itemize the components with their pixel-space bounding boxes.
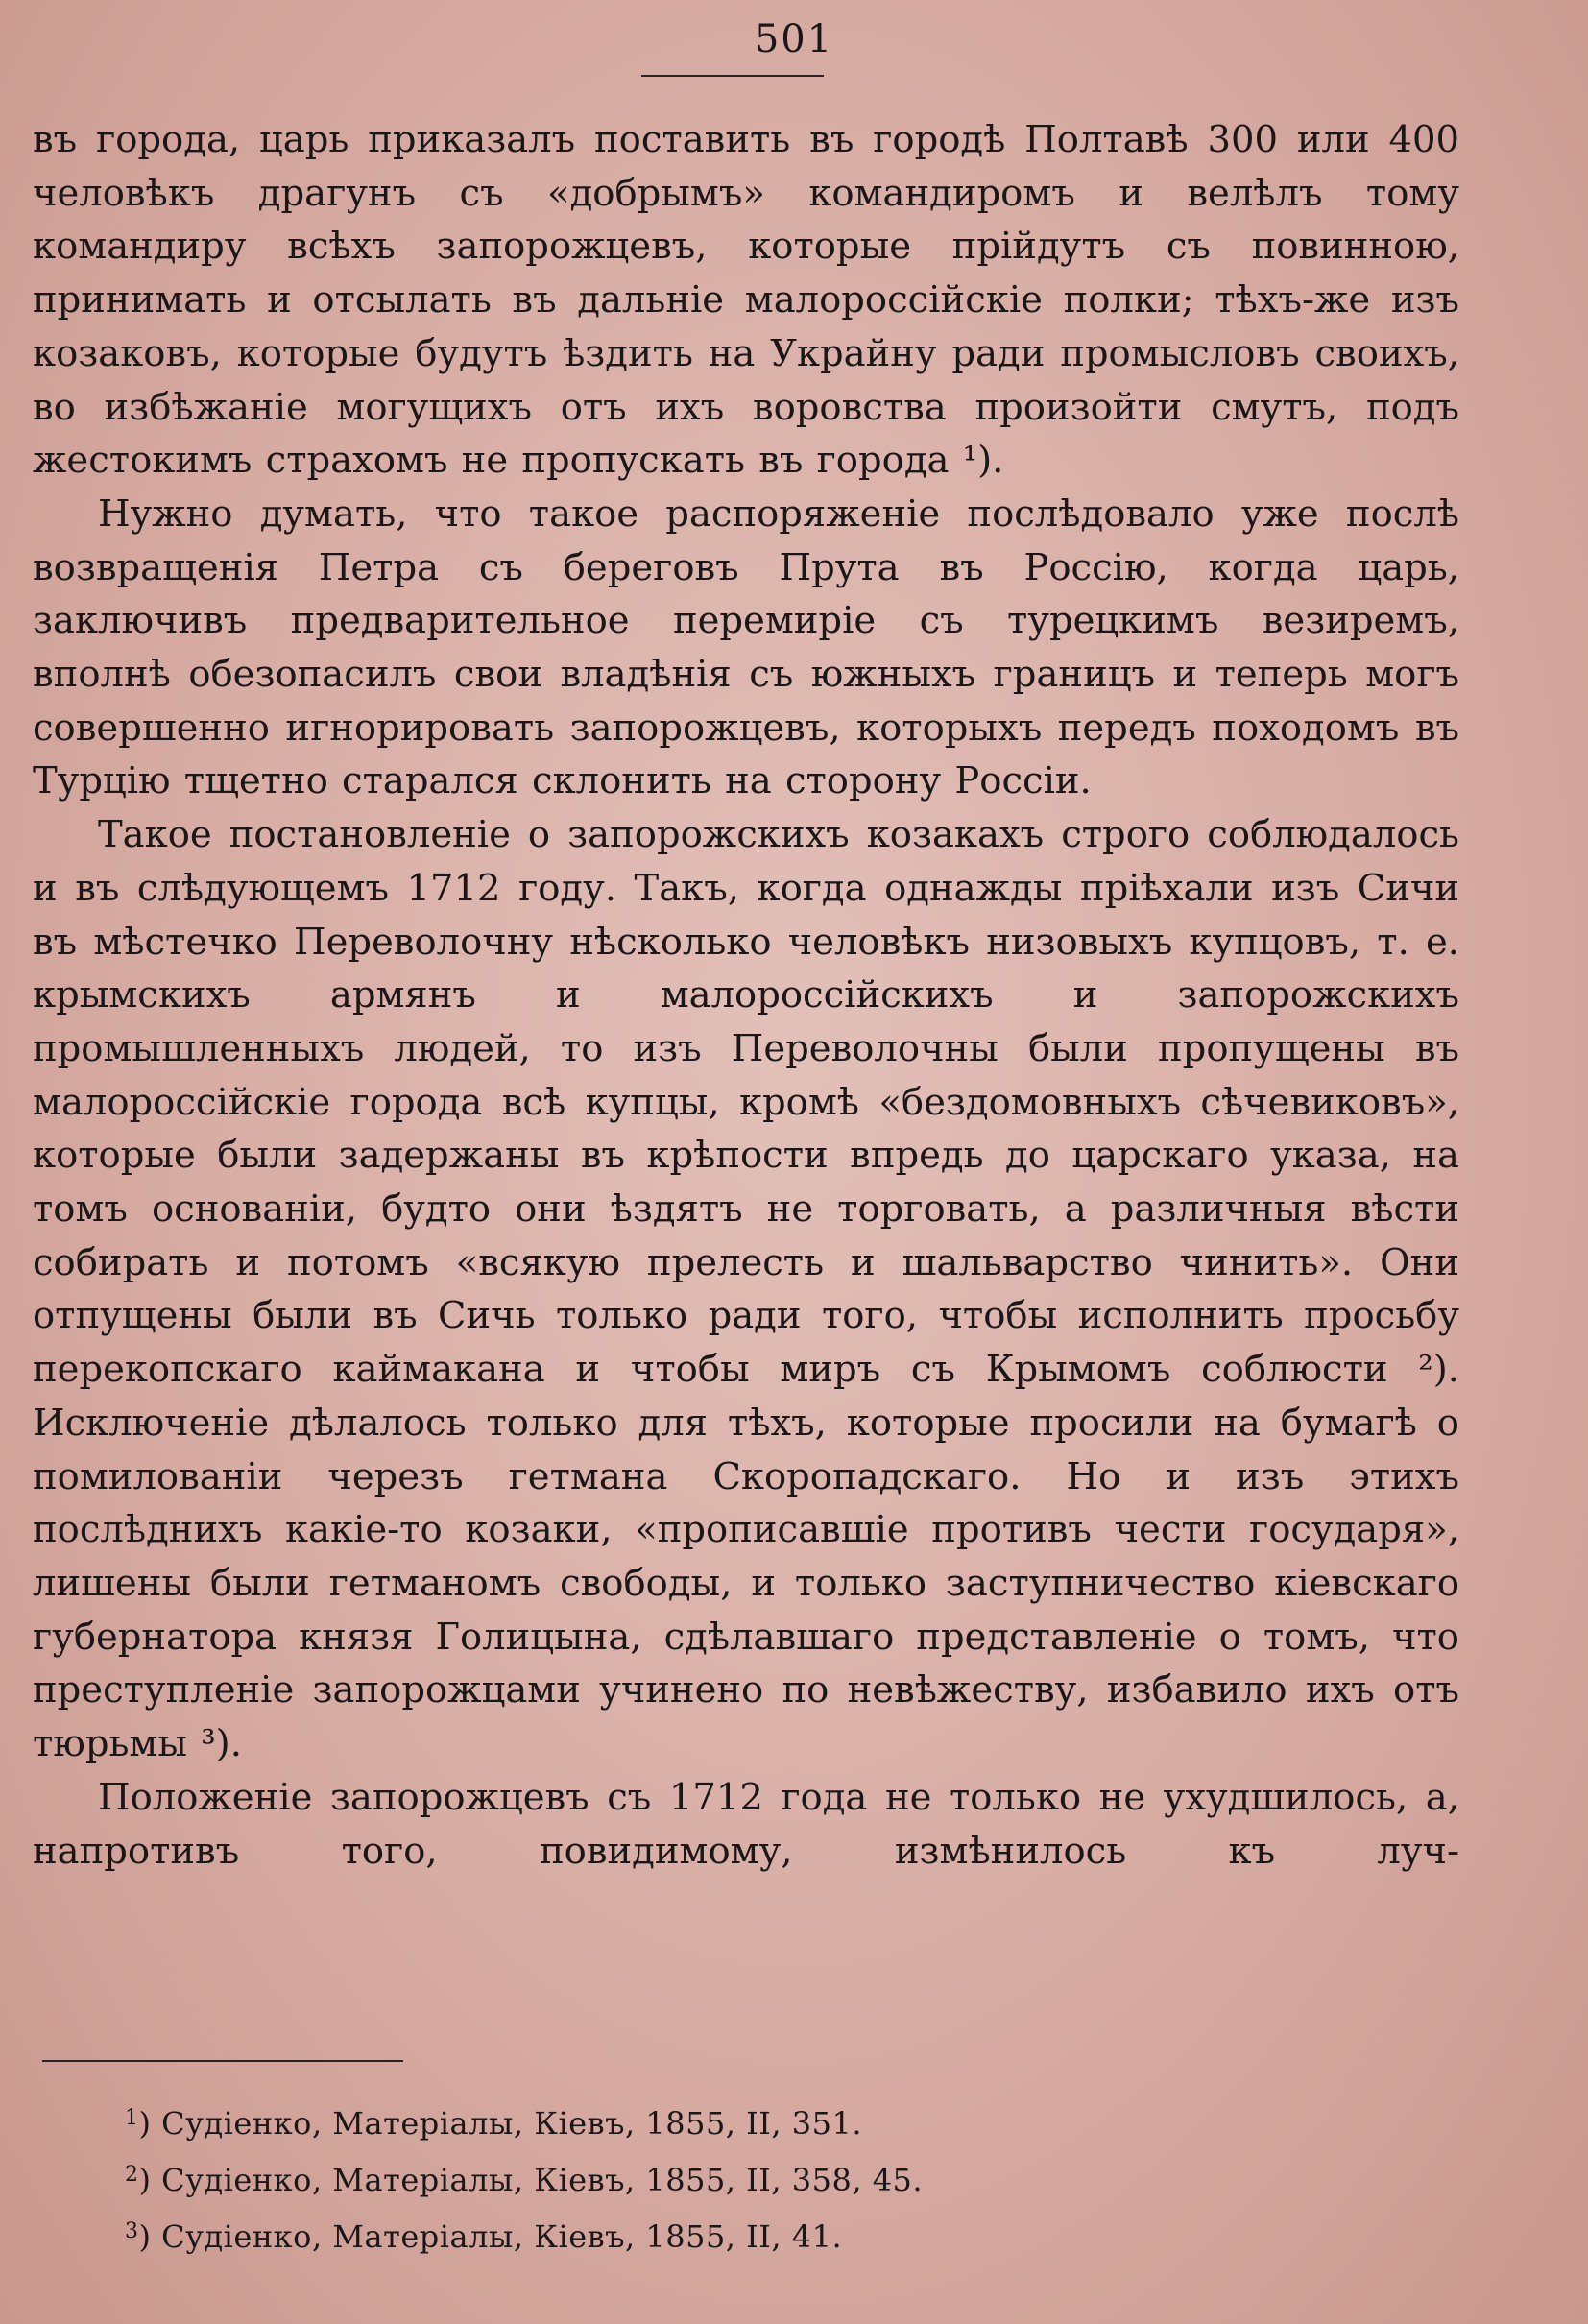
- footnotes: [125, 2093, 1373, 2263]
- footnote-rule: [42, 2060, 403, 2062]
- footnote-3: [125, 2206, 1373, 2263]
- footnote-2: [125, 2149, 1373, 2206]
- footnote-mark: 2: [125, 2163, 139, 2187]
- paragraph-3: Такое постановленіе о запорожскихъ козакахъ строго соблюдалось и въ слѣдующемъ 1712 году. Такъ, когда однажды пріѣхали изъ Сичи въ мѣстечко Переволочну нѣсколько человѣкъ низовыхъ купцовъ, т. е. крымскихъ армянъ и малороссійскихъ и запорожскихъ промышленныхъ людей, то изъ Переволочны были пропущены въ малороссійскіе города всѣ купцы, кромѣ «бездомовныхъ сѣчевиковъ», которые были задержаны въ крѣпости впредь до царскаго указа, на томъ основаніи, будто они ѣздятъ не торговать, а различныя вѣсти собирать и потомъ «всякую прелесть и шальварство чинить». Они отпущены были въ Сичь только ради того, чтобы исполнить просьбу перекопскаго каймакана и чтобы миръ съ Крымомъ соблюсти ²). Исключеніе дѣлалось только для тѣхъ, которые просили на бумагѣ о помилованіи черезъ гетмана Скоропадскаго. Но и изъ этихъ послѣднихъ какіе-то козаки, «прописавшіе противъ чести государя», лишены были гетманомъ свободы, и только заступничество кіевскаго губернатора князя Голицына, сдѣлавшаго представленіе о томъ, что преступленіе запорожцами учинено по невѣжеству, избавило ихъ отъ тюрьмы ³).: [33, 813, 1459, 1766]
- footnote-mark: 3: [125, 2219, 139, 2243]
- footnote-text: ) Судіенко, Матеріалы, Кіевъ, 1855, II, 351.: [138, 2105, 863, 2142]
- footnote-text: ) Судіенко, Матеріалы, Кіевъ, 1855, II, 41.: [138, 2218, 843, 2255]
- paragraph-4: Положеніе запорожцевъ съ 1712 года не только не ухудшилось, а, напротивъ того, повидимому, измѣнилось къ луч-: [33, 1775, 1459, 1873]
- paragraph-1: въ города, царь приказалъ поставить въ городѣ Полтавѣ 300 или 400 человѣкъ драгунъ съ «добрымъ» командиромъ и велѣлъ тому командиру всѣхъ запорожцевъ, которые прійдутъ съ повинною, принимать и отсылать въ дальніе малороссійскіе полки; тѣхъ-же изъ козаковъ, которые будутъ ѣздить на Украйну ради промысловъ своихъ, во избѣжаніе могущихъ отъ ихъ воровства произойти смутъ, подъ жестокимъ страхомъ не пропускать въ города ¹).: [33, 118, 1459, 483]
- footnote-1: [125, 2093, 1373, 2149]
- page-number-rule: [641, 75, 824, 77]
- body-text: [33, 113, 1459, 1878]
- footnote-mark: 1: [125, 2106, 139, 2130]
- page-number: 501: [754, 17, 834, 61]
- footnote-text: ) Судіенко, Матеріалы, Кіевъ, 1855, II, 358, 45.: [138, 2162, 924, 2198]
- paragraph-2: Нужно думать, что такое распоряженіе послѣдовало уже послѣ возвращенія Петра съ береговъ Прута въ Россію, когда царь, заключивъ предварительное перемиріе съ турецкимъ везиремъ, вполнѣ обезопасилъ свои владѣнія съ южныхъ границъ и теперь могъ совершенно игнорировать запорожцевъ, которыхъ передъ походомъ въ Турцію тщетно старался склонить на сторону Россіи.: [33, 491, 1459, 803]
